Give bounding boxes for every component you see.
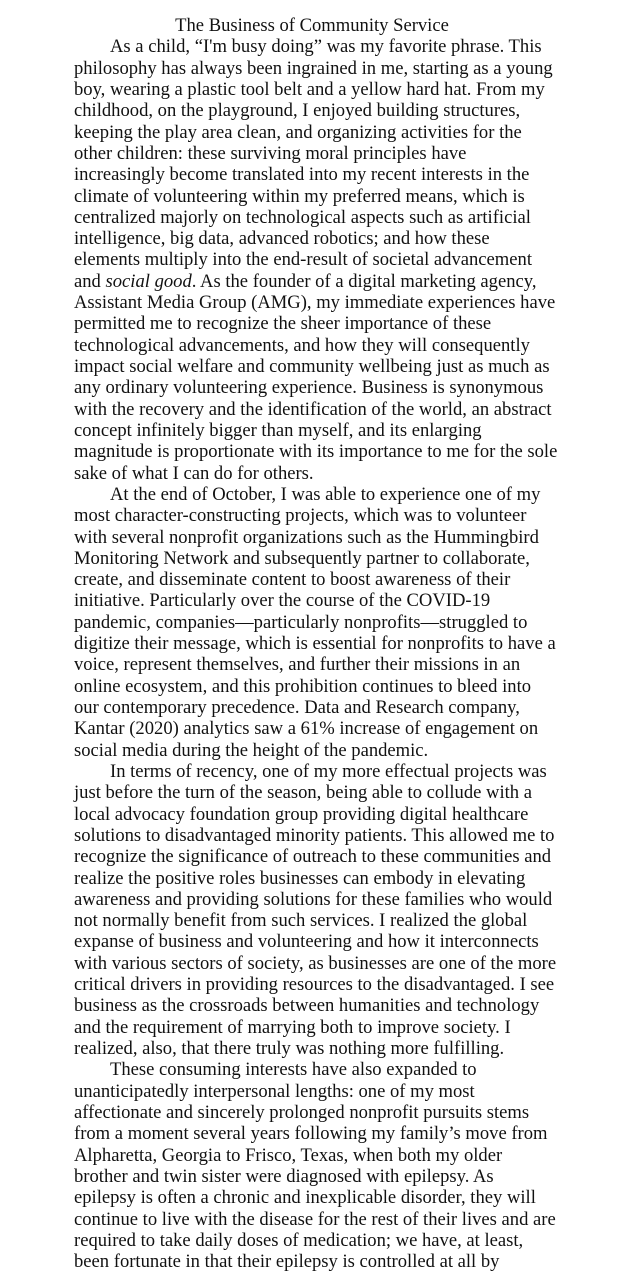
text-line: brother and twin sister were diagnosed with epilepsy. As bbox=[74, 1165, 494, 1187]
text-line: permitted me to recognize the sheer importance of these bbox=[74, 313, 492, 335]
text-line: affectionate and sincerely prolonged nonprofit pursuits stems bbox=[74, 1101, 530, 1123]
text-line: business as the crossroads between humanities and technology bbox=[74, 995, 540, 1017]
text-line: unanticipatedly interpersonal lengths: one of my most bbox=[74, 1080, 475, 1102]
text-line: social media during the height of the pandemic. bbox=[74, 739, 429, 761]
text-line: voice, represent themselves, and further their missions in an bbox=[74, 654, 521, 676]
text-line: These consuming interests have also expanded to bbox=[110, 1059, 477, 1081]
text-line: solutions to disadvantaged minority patients. This allowed me to bbox=[74, 824, 555, 846]
text-line: realized, also, that there truly was nothing more fulfilling. bbox=[74, 1038, 505, 1059]
text-line: impact social welfare and community wellbeing just as much as bbox=[74, 356, 550, 377]
document-page bbox=[74, 15, 558, 1273]
italic-phrase: social good bbox=[105, 270, 192, 292]
text-line: In terms of recency, one of my more effectual projects was bbox=[110, 760, 547, 782]
paragraph-2 bbox=[74, 484, 554, 761]
text-line: been fortunate in that their epilepsy is controlled at all by bbox=[74, 1251, 500, 1273]
text-line: our contemporary precedence. Data and Research company, bbox=[74, 697, 520, 718]
text-line: any ordinary volunteering experience. Business is synonymous bbox=[74, 377, 544, 399]
text-line: realize the positive roles businesses can embody in elevating bbox=[74, 867, 526, 889]
text-line: philosophy has always been ingrained in me, starting as a young bbox=[74, 57, 553, 79]
text-line: increasingly become translated into my recent interests in the bbox=[74, 164, 530, 186]
text-line: climate of volunteering within my preferred means, which is bbox=[74, 185, 525, 207]
text-line: recognize the significance of outreach to these communities and bbox=[74, 846, 552, 868]
text-line: critical drivers in providing resources to the disadvantaged. I see bbox=[74, 974, 555, 996]
text-line-with-italic bbox=[74, 271, 554, 292]
text-line: online ecosystem, and this prohibition continues to bleed into bbox=[74, 675, 532, 697]
text-line: from a moment several years following my family’s move from bbox=[74, 1123, 548, 1145]
text-line: elements multiply into the end-result of societal advancement bbox=[74, 249, 532, 271]
text-line: concept infinitely bigger than myself, and its enlarging bbox=[74, 419, 482, 441]
text-line: expanse of business and volunteering and how it interconnects bbox=[74, 931, 539, 953]
text-line: with several nonprofit organizations such as the Hummingbird bbox=[74, 526, 539, 548]
text-line: Alpharetta, Georgia to Frisco, Texas, when both my older bbox=[74, 1144, 503, 1166]
text-line: pandemic, companies—particularly nonprofits—struggled to bbox=[74, 611, 528, 633]
text-line: magnitude is proportionate with its importance to me for the sole bbox=[74, 441, 558, 463]
text-line: boy, wearing a plastic tool belt and a yellow hard hat. From my bbox=[74, 78, 545, 100]
text-line: continue to live with the disease for the rest of their lives and are bbox=[74, 1208, 556, 1230]
text-line: most character-constructing projects, which was to volunteer bbox=[74, 505, 527, 527]
text-line: initiative. Particularly over the course of the COVID-19 bbox=[74, 590, 491, 612]
text-segment: . As the founder of a digital marketing agency, bbox=[191, 270, 537, 292]
text-line: with the recovery and the identification of the world, an abstract bbox=[74, 398, 552, 420]
text-line: technological advancements, and how they will consequently bbox=[74, 334, 530, 356]
text-line: intelligence, big data, advanced robotics; and how these bbox=[74, 228, 490, 250]
paragraph-4 bbox=[74, 1059, 554, 1272]
text-line: Kantar (2020) analytics saw a 61% increase of engagement on bbox=[74, 718, 539, 740]
text-line: sake of what I can do for others. bbox=[74, 462, 314, 484]
text-line: digitize their message, which is essential for nonprofits to have a bbox=[74, 633, 556, 655]
text-line: Monitoring Network and subsequently partner to collaborate, bbox=[74, 547, 530, 569]
text-line: As a child, “I'm busy doing” was my favorite phrase. This bbox=[110, 36, 542, 58]
text-line: not normally benefit from such services. I realized the global bbox=[74, 910, 528, 932]
text-line: required to take daily doses of medication; we have, at least, bbox=[74, 1229, 524, 1251]
text-line: epilepsy is often a chronic and inexplicable disorder, they will bbox=[74, 1187, 536, 1209]
text-line: keeping the play area clean, and organizing activities for the bbox=[74, 121, 522, 143]
paragraph-1 bbox=[74, 36, 558, 484]
paragraph-3 bbox=[74, 760, 557, 1059]
text-line: with various sectors of society, as businesses are one of the more bbox=[74, 952, 557, 974]
text-line: childhood, on the playground, I enjoyed building structures, bbox=[74, 100, 521, 122]
text-line: centralized majorly on technological aspects such as artificial bbox=[74, 206, 531, 228]
text-line: Assistant Media Group (AMG), my immediate experiences have bbox=[74, 292, 556, 314]
text-line: create, and disseminate content to boost awareness of their bbox=[74, 569, 511, 591]
text-segment: and bbox=[74, 270, 106, 292]
text-line: other children: these surviving moral principles have bbox=[74, 142, 467, 164]
document-title: The Business of Community Service bbox=[175, 15, 449, 36]
text-line: At the end of October, I was able to experience one of my bbox=[110, 483, 541, 505]
text-line: local advocacy foundation group providing digital healthcare bbox=[74, 803, 529, 825]
text-line: just before the turn of the season, being able to collude with a bbox=[74, 782, 532, 804]
text-line: and the requirement of marrying both to improve society. I bbox=[74, 1016, 511, 1038]
text-line: awareness and providing solutions for these families who would bbox=[74, 888, 553, 910]
